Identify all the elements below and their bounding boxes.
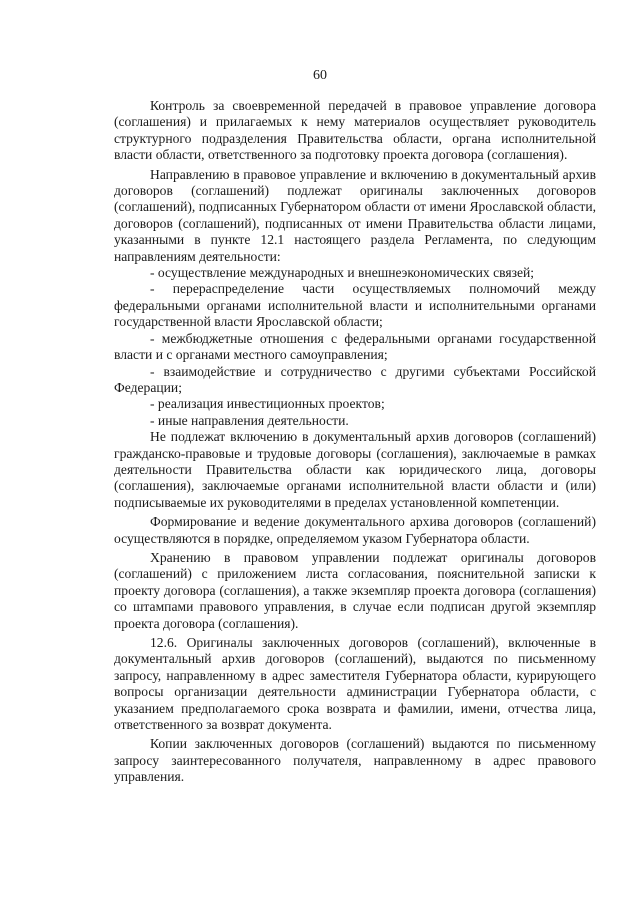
list-item-interbudget: - межбюджетные отношения с федеральными органами государственной власти и с органами местного самоуправления; [114,330,596,363]
document-body [114,98,596,789]
list-item-redistribution: - перераспределение части осуществляемых полномочий между федеральными органами исполнительной власти и исполнительными органами государственной власти Ярославской области; [114,281,596,330]
page-number: 60 [313,68,327,83]
paragraph-archive-formation: Формирование и ведение документального архива договоров (соглашений) осуществляются в порядке, определяемом указом Губернатора области. [114,514,596,546]
list-item-investment: - реализация инвестиционных проектов; [150,396,385,412]
list-item-other: - иные направления деятельности. [150,412,349,428]
paragraph-archive-scope: Направлению в правовое управление и включению в документальный архив договоров (соглашений) подлежат оригиналы заключенных договоров (соглашений), подписанных Губернатором области от имени Ярославской области, договоров (соглашений), подписанных от имени Правительства области лицами, указанными в пункте 12.1 настоящего раздела Регламента, по следующим направлениям деятельности: [114,166,596,264]
paragraph-copies: Копии заключенных договоров (соглашений) выдаются по письменному запросу заинтересованного получателя, направленному в адрес правового управления. [114,736,596,785]
paragraph-storage: Хранению в правовом управлении подлежат оригиналы договоров (соглашений) с приложением листа согласования, пояснительной записки к проекту договора (соглашения), а также экземпляр проекта договора (соглашения) со штампами правового управления, в случае если подписан другой экземпляр проекта договора (соглашения). [114,549,596,631]
paragraph-exclusions: Не подлежат включению в документальный архив договоров (соглашений) гражданско-правовые и трудовые договоры (соглашения), заключаемые в рамках деятельности Правительства области как юридического лица, договоры (соглашения), заключаемые органами исполнительной власти области и (или) подписываемые их руководителями в пределах установленной компетенции. [114,429,596,510]
paragraph-12-6: 12.6. Оригиналы заключенных договоров (соглашений), включенные в документальный архив договоров (соглашений), выдаются по письменному запросу, направленному в адрес заместителя Губернатора области, курирующего вопросы организации деятельности администрации Губернатора области, с указанием предполагаемого срока возврата и фамилии, имени, отчества лица, ответственного за возврат документа. [114,635,596,733]
list-item-cooperation: - взаимодействие и сотрудничество с другими субъектами Российской Федерации; [114,363,596,395]
paragraph-control: Контроль за своевременной передачей в правовое управление договора (соглашения) и прилагаемых к нему материалов осуществляет руководитель структурного подразделения Правительства области, органа исполнительной власти области, ответственного за подготовку проекта договора (соглашения). [114,98,596,163]
list-item-international: - осуществление международных и внешнеэкономических связей; [150,265,535,281]
